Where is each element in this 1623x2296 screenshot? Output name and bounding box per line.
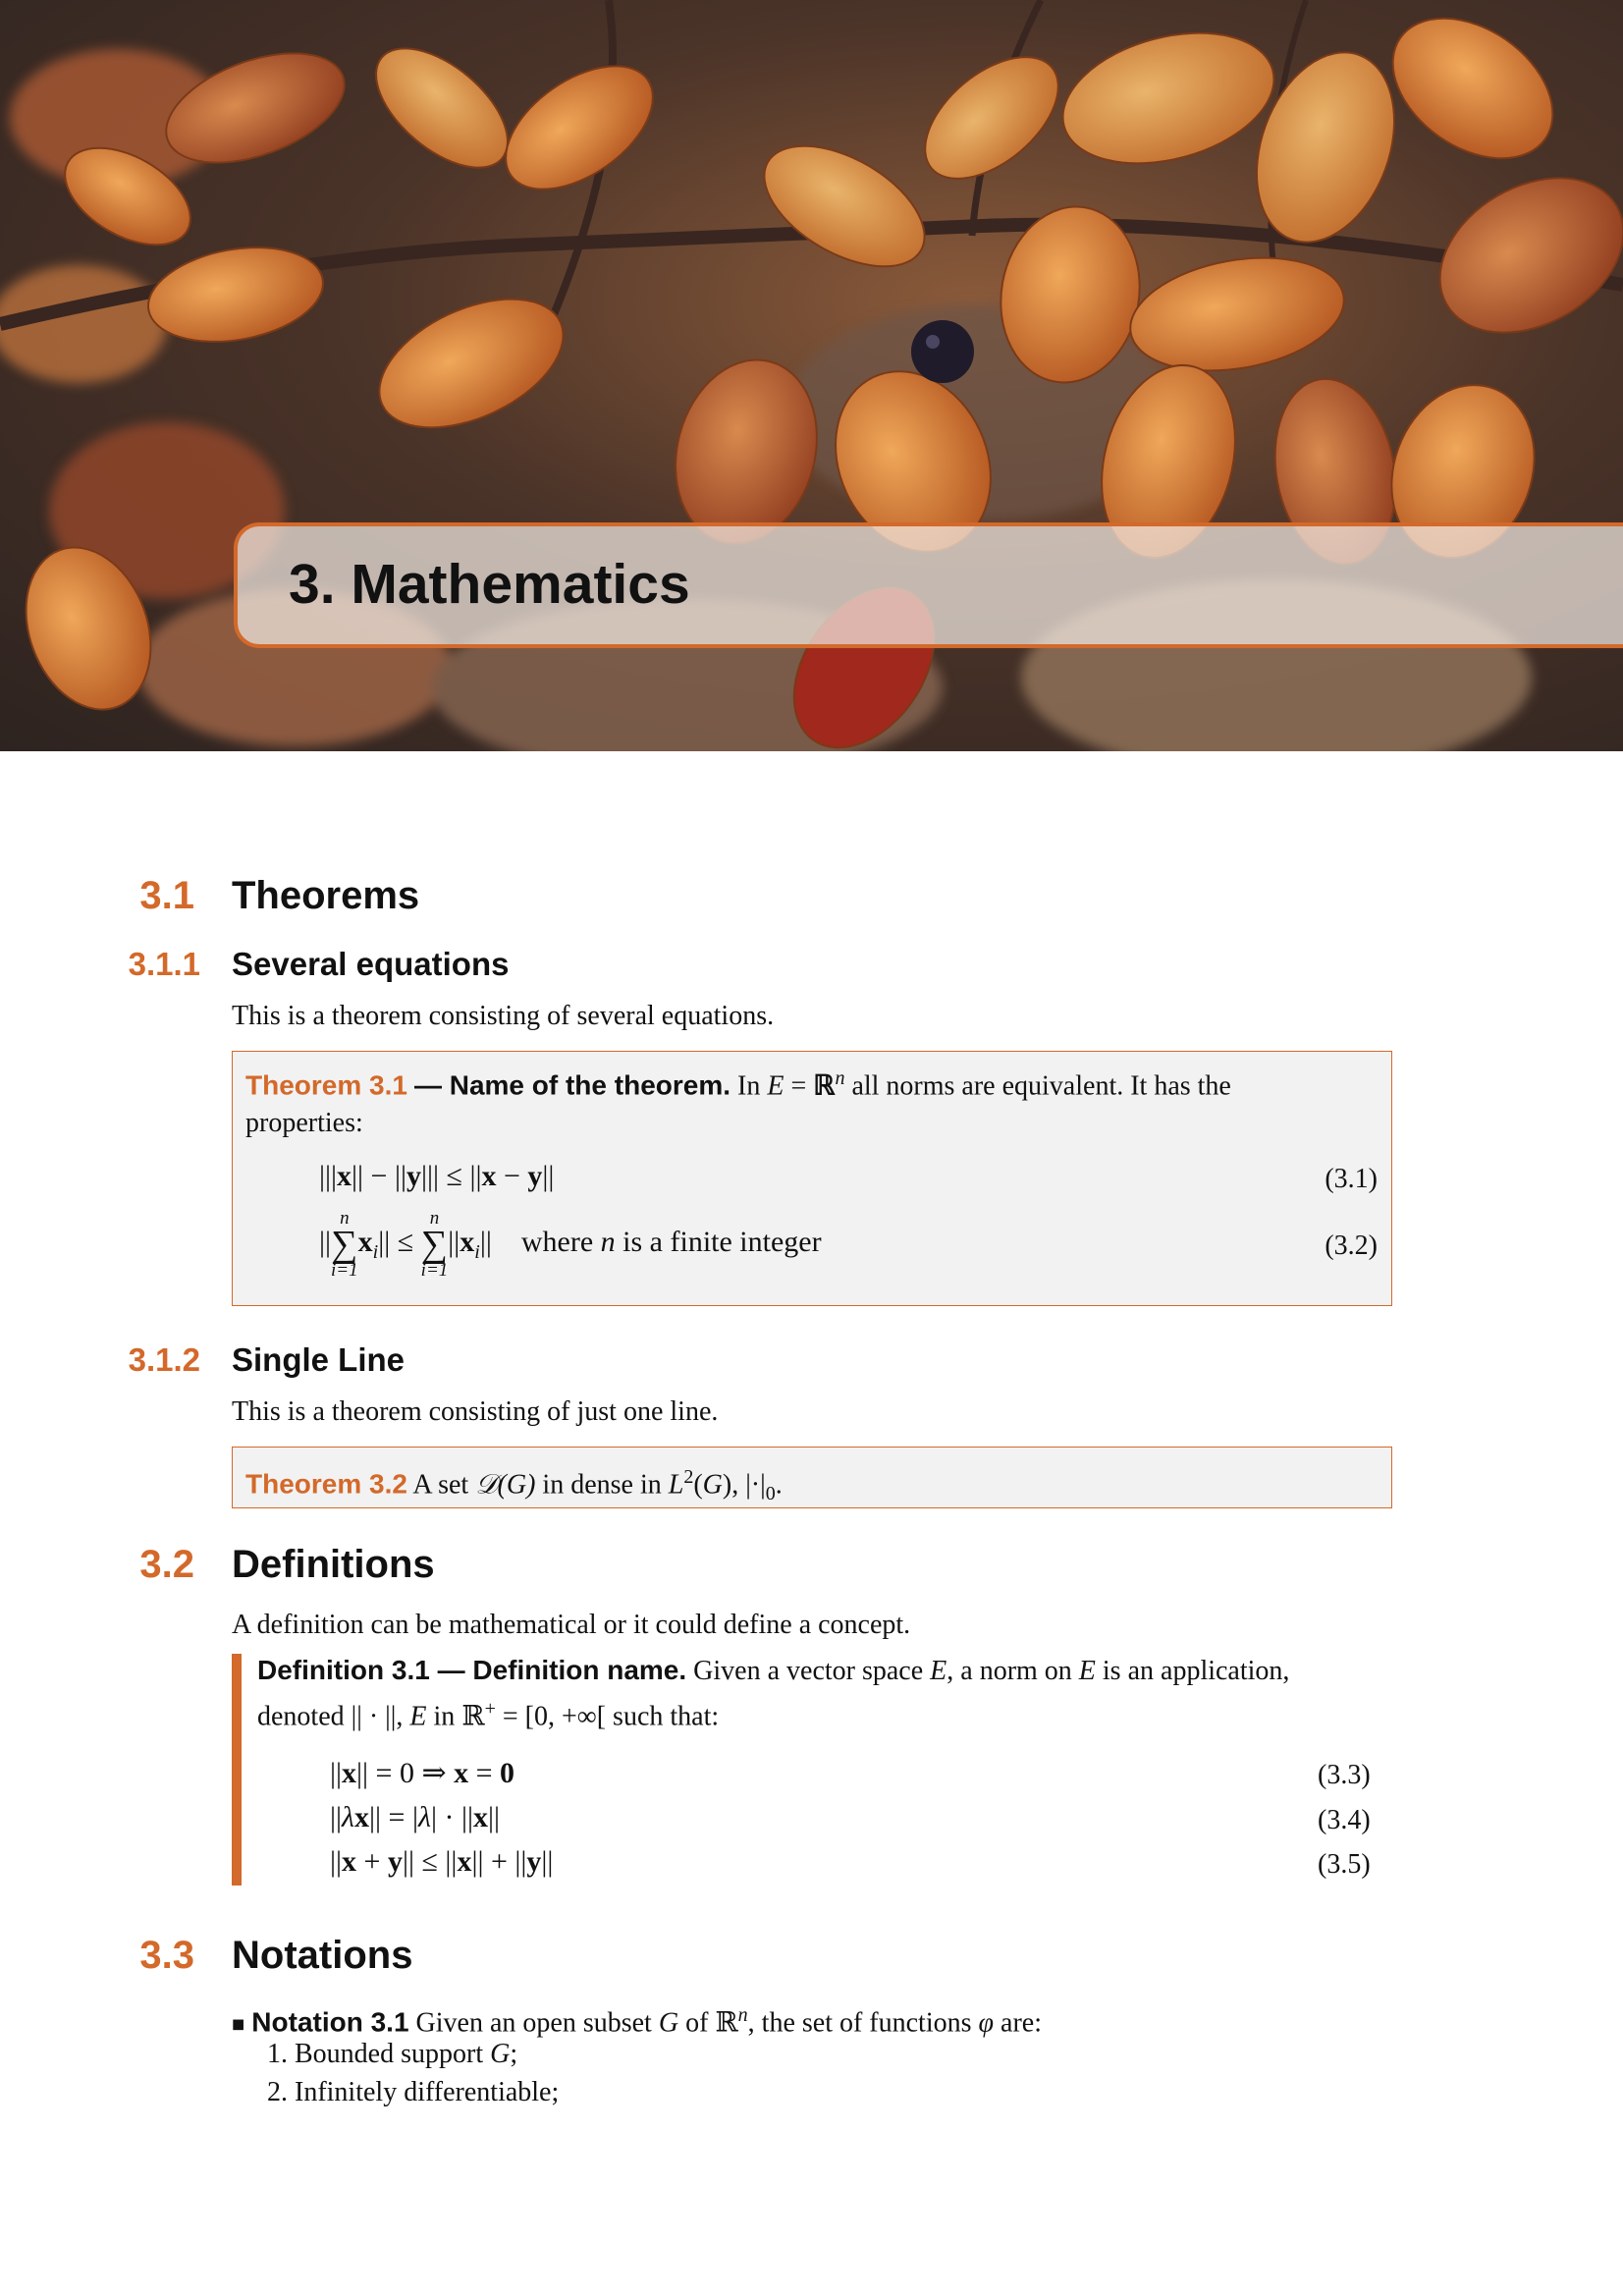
notation-bullet-icon: ■ <box>232 2011 245 2037</box>
subsection-title: Several equations <box>232 946 510 982</box>
section-number: 3.2 <box>139 1543 194 1586</box>
notation-text-d: are: <box>1001 2007 1042 2039</box>
definition-text-b: , a norm on <box>947 1656 1072 1686</box>
equation-3-1: |||x|| − ||y||| ≤ ||x − y|| <box>319 1160 555 1192</box>
theorem-statement: Theorem 3.2 A set 𝒟(G) in dense in $L^2(G)$, $|\cdot|_0$. <box>245 1466 783 1504</box>
subsection-heading-several-equations <box>128 946 510 983</box>
equation-3-4: ||λx|| = |λ| · ||x|| <box>330 1801 500 1833</box>
definition-text-a: Given a vector space <box>693 1656 924 1686</box>
list-item-number: 2. <box>267 2077 288 2107</box>
section-title: Definitions <box>232 1543 435 1586</box>
definition-statement: Definition 3.1 — Definition name. Given a vector space E, a norm on E is an application, denoted || · ||, E in ℝ+ = [0, +∞[ such that: <box>257 1655 1290 1732</box>
equation-number-3-3: (3.3) <box>1318 1760 1371 1790</box>
equation-where: where <box>520 1225 594 1258</box>
theorem-text-dense: in dense in <box>542 1469 662 1501</box>
definition-accent-bar <box>232 1654 242 1886</box>
theorem-text-in: In <box>737 1070 761 1102</box>
equation-3-2: || n ∑ i=1 $x_i||$ ≤ n ∑ i=1 $||x_i||$ where n is a finite integer <box>319 1208 822 1281</box>
section-heading-notations <box>139 1934 413 1978</box>
sum-symbol: n ∑ i=1 <box>420 1208 449 1281</box>
chapter-header-image <box>0 0 1623 751</box>
theorem-label: Theorem 3.2 <box>245 1468 407 1500</box>
definition-label: Definition 3.1 — Definition name. <box>257 1655 687 1685</box>
section-title: Theorems <box>232 874 420 917</box>
notation-text-b: of <box>685 2007 709 2039</box>
theorem-text-properties: properties: <box>245 1108 363 1139</box>
notation-text-c: , the set of functions <box>747 2007 972 2039</box>
section-number: 3.3 <box>139 1934 194 1977</box>
math-e-eq-rn: E <box>767 1070 784 1102</box>
math-script-d: 𝒟(G) <box>475 1469 536 1501</box>
list-item-text: Infinitely differentiable; <box>295 2077 560 2107</box>
math-l2-norm: L <box>668 1469 684 1501</box>
subsection-number: 3.1.1 <box>128 946 200 982</box>
definition-text-d: denoted <box>257 1701 345 1732</box>
subsection-number: 3.1.2 <box>128 1341 200 1378</box>
paragraph-definitions-intro: A definition can be mathematical or it could define a concept. <box>232 1610 911 1640</box>
section-number: 3.1 <box>139 874 194 917</box>
paragraph-several-intro: This is a theorem consisting of several equations. <box>232 1001 775 1031</box>
subsection-heading-single-line <box>128 1341 406 1379</box>
section-title: Notations <box>232 1934 413 1977</box>
equation-3-3: ||x|| = 0 ⇒ x = 0 <box>330 1757 515 1789</box>
paragraph-single-intro: This is a theorem consisting of just one line. <box>232 1396 719 1427</box>
notation-statement: ■ Notation 3.1 Given an open subset G of ℝ$^n$, the set of functions φ are: <box>232 2004 1042 2039</box>
definition-text-e: in <box>433 1701 456 1732</box>
equation-number-3-5: (3.5) <box>1318 1849 1371 1880</box>
definition-text-c: is an application, <box>1102 1656 1290 1686</box>
math-exponent-n: n <box>835 1067 845 1089</box>
subsection-title: Single Line <box>232 1341 406 1378</box>
list-item: 1. Bounded support G; <box>267 2039 518 2069</box>
chapter-title: 3. Mathematics <box>289 553 690 616</box>
equation-number-3-1: (3.1) <box>1325 1164 1378 1194</box>
section-heading-theorems <box>139 874 420 918</box>
equation-where-text: is a finite integer <box>622 1225 822 1258</box>
theorem-text-norms: all norms are equivalent. It has the <box>851 1070 1231 1102</box>
theorem-statement: Theorem 3.1 — Name of the theorem. In E = ℝ$^n$ all norms are equivalent. It has the properties: <box>245 1067 1231 1139</box>
theorem-box-3-2 <box>232 1447 1392 1508</box>
list-item <box>267 2074 559 2111</box>
theorem-box-3-1 <box>232 1051 1392 1306</box>
sum-symbol: n ∑ i=1 <box>331 1208 358 1281</box>
list-item-text: Bounded support <box>295 2039 484 2069</box>
chapter-title-box <box>234 522 1623 648</box>
list-item-number: 1. <box>267 2039 288 2069</box>
equation-number-3-2: (3.2) <box>1325 1230 1378 1261</box>
theorem-label: Theorem 3.1 <box>245 1069 407 1101</box>
notation-label: Notation 3.1 <box>251 2006 409 2038</box>
theorem-text-a-set: A set <box>412 1469 469 1501</box>
section-heading-definitions <box>139 1543 435 1587</box>
math-real-numbers: ℝ <box>813 1070 836 1102</box>
theorem-name: — Name of the theorem. <box>413 1069 731 1101</box>
definition-text-f: such that: <box>613 1701 720 1732</box>
notation-text-a: Given an open subset <box>415 2007 652 2039</box>
equation-number-3-4: (3.4) <box>1318 1805 1371 1835</box>
equation-3-5: ||x + y|| ≤ ||x|| + ||y|| <box>330 1845 554 1878</box>
